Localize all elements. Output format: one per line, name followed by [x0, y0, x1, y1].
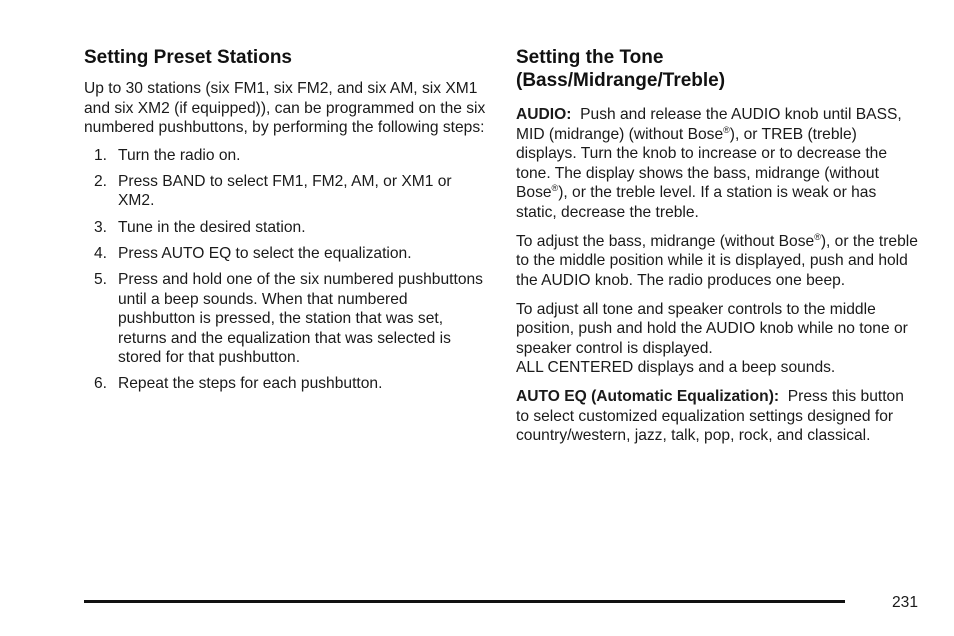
step-item [84, 146, 489, 166]
audio-paragraph [516, 105, 921, 222]
audio-text-a: Push and release the AUDIO knob until BASS, MID (midrange) (without Bose [516, 106, 902, 143]
step-text: Press and hold one of the six numbered pushbuttons until a beep sounds. When that numbered pushbutton is pressed, the station that was set, returns and the equalization that was selected is stored for that pushbutton. [118, 271, 483, 367]
step-text: Tune in the desired station. [118, 218, 306, 236]
step-item [84, 172, 489, 211]
audio-text-c: ), or the treble level. If a station is weak or has static, decrease the treble. [516, 184, 877, 221]
step-number: 3. [94, 218, 108, 236]
step-number: 6. [94, 375, 108, 393]
center-text-b: ALL CENTERED displays and a beep sounds. [516, 359, 836, 376]
adjust-text-a: To adjust the bass, midrange (without Bose [516, 232, 815, 250]
step-number: 2. [94, 172, 108, 190]
step-item [84, 244, 489, 264]
page-number: 231 [891, 594, 918, 611]
auto-eq-paragraph [516, 387, 921, 446]
preset-steps-list [84, 146, 489, 394]
step-item [84, 218, 489, 238]
section-heading-preset-stations: Setting Preset Stations [84, 47, 292, 68]
audio-text-b: ), or TREB (treble) displays. Turn the knob to increase or to decrease the tone. The display shows the bass, midrange (without Bose [516, 125, 887, 201]
preset-intro-paragraph: Up to 30 stations (six FM1, six FM2, and six AM, six XM1 and six XM2 (if equipped)), can be programmed on the six numbered pushbuttons, by performing the following steps: [84, 80, 486, 136]
step-number: 1. [94, 146, 108, 164]
left-column [84, 46, 489, 401]
registered-mark: ® [723, 124, 730, 135]
audio-term: AUDIO: [516, 106, 572, 123]
step-item [84, 270, 489, 368]
center-text-a: To adjust all tone and speaker controls to the middle position, push and hold the AUDIO knob while no tone or speaker control is displayed. [516, 300, 908, 357]
section-heading-tone [516, 46, 921, 92]
heading-line-1: Setting the Tone [516, 47, 664, 68]
step-text: Press AUTO EQ to select the equalization. [118, 244, 412, 262]
step-number: 4. [94, 244, 108, 262]
center-paragraph [516, 300, 921, 378]
step-item [84, 374, 489, 394]
heading-line-2: (Bass/Midrange/Treble) [516, 70, 726, 91]
step-text: Repeat the steps for each pushbutton. [118, 375, 383, 393]
auto-eq-text: Press this button to select customized equalization settings designed for country/western, jazz, talk, pop, rock, and classical. [516, 388, 904, 444]
step-text: Turn the radio on. [118, 146, 241, 164]
adjust-paragraph [516, 232, 921, 291]
adjust-text-b: ), or the treble to the middle position while it is displayed, push and hold the AUDIO knob. The radio produces one beep. [516, 232, 918, 289]
auto-eq-term: AUTO EQ (Automatic Equalization): [516, 388, 780, 405]
registered-mark: ® [814, 231, 821, 242]
footer-rule [84, 600, 845, 603]
registered-mark: ® [551, 183, 559, 193]
step-text: Press BAND to select FM1, FM2, AM, or XM1 or XM2. [118, 172, 452, 210]
step-number: 5. [94, 271, 108, 289]
right-column [516, 46, 921, 455]
